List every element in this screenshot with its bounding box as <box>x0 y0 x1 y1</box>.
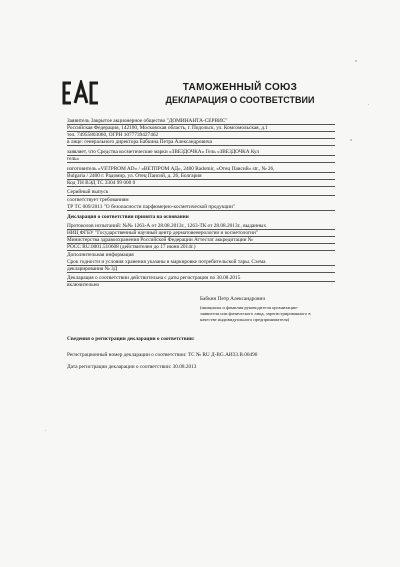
document-title: ТАМОЖЕННЫЙ СОЮЗ <box>182 82 298 93</box>
registration-number: Регистрационный номер декларации о соответствии: ТС № RU Д-BG.АИ33.В.00490 <box>67 352 258 358</box>
scan-speck <box>45 430 46 431</box>
signatory-note: заявителя или физического лица, зарегистрированного в <box>200 311 311 316</box>
signatory-name: Бабкин Петр Александрович <box>200 296 266 302</box>
manufacturer-address: Bulgaria / 2400 г. Радомир, ул. Отец Паисий, д. 26, Болгария <box>67 173 335 180</box>
basis-line: НИЦ ФГБУ "Государственный научный центр дерматовенерологии и косметологии" <box>67 230 335 237</box>
applicant-contacts: тел. 74955803060, ОГРН 1077739427462 <box>67 132 335 139</box>
registration-date: Дата регистрации декларации о соответствии: 30.08.2013 <box>67 364 197 370</box>
product-line-2: гель» <box>67 156 335 163</box>
registration-label: Сведения о регистрации декларации о соответствии: <box>67 336 195 342</box>
scan-speck <box>350 139 352 141</box>
applicant-address: Российская Федерация, 142100, Московская область, г. Подольск, ул. Комсомольская, д.1 <box>67 125 335 132</box>
validity-line: Декларация о соответствии действительна с даты регистрации по 30.08.2015 <box>67 275 335 282</box>
basis-label: Декларация о соответствии принята на основании <box>67 214 189 220</box>
additional-line: Срок годности и условия хранения указаны в маркировке потребительской тары. Схема <box>67 259 335 266</box>
validity-inclusive: включительно <box>67 282 100 288</box>
requirements-label: соответствует требованиям <box>67 197 129 203</box>
basis-line: Протоколов испытаний: №№ 1263-А от 28.08.2013г., 1263-ТК от 28.08.2013г., выданных <box>67 223 335 230</box>
manufacturer-line: изготовитель «VETPROM AD» / «ВЕТПРОМ АД», 2400 Radomir, «Отец Паисий» str., № 26, <box>67 166 335 173</box>
signatory-note: (инициалы и фамилия руководителя организации- <box>200 305 299 310</box>
basis-line: Министерства здравоохранения Российской Федерации Аттестат аккредитации № <box>67 237 335 244</box>
additional-label: Дополнительная информация <box>67 252 134 258</box>
basis-line: РОСС RU.0001.510608 (действителен до 17 июня 2014г.) <box>67 244 335 251</box>
document-subtitle: ДЕКЛАРАЦИЯ О СООТВЕТСТВИИ <box>165 95 315 105</box>
signatory-note: качестве индивидуального предпринимателя) <box>200 317 290 322</box>
eac-logo <box>62 80 100 106</box>
applicant-line: Заявитель Закрытое акционерное общество "ДОМИНАНТА-СЕРВИС" <box>67 118 335 125</box>
product-line: заявляет, что Средства косметические марки «ЗВЕЗДОЧКА» Гель «ЗВЕЗДОЧКА Кул <box>67 149 335 156</box>
requirements-value: ТР ТС 009/2011 "О безопасности парфюмерно-косметической продукции" <box>67 204 335 211</box>
scan-speck <box>355 60 357 62</box>
scan-speck <box>368 104 369 105</box>
production-type: Серийный выпуск <box>67 189 335 196</box>
product-code: Код ТН ВЭД ТС 3304 99 000 0 <box>67 180 335 187</box>
additional-line: декларирования № 3Д <box>67 266 335 273</box>
applicant-represented-by: в лице: генерального директора Бабкина Петра Александровича <box>67 139 335 146</box>
